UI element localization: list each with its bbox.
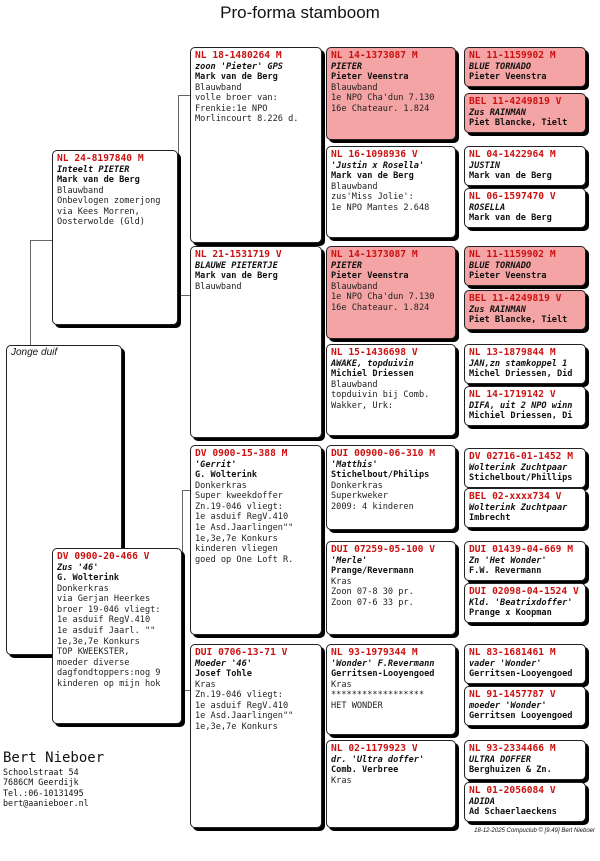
ring-number: DUI 02098-04-1524 V (469, 586, 579, 597)
pigeon-name: Wolterink Zuchtpaar (469, 462, 568, 473)
pigeon-name: DIFA, uit 2 NPO winn (469, 400, 573, 411)
note: Zn.19-046 vliegt: (195, 690, 283, 701)
note: 2009: 4 kinderen (331, 501, 414, 512)
ring-number: NL 11-1159902 M (469, 249, 556, 260)
pigeon-name: BLUE TORNADO (469, 61, 532, 72)
color: Kras (331, 576, 352, 587)
pigeon-name: Zus RAINMAN (469, 304, 526, 315)
ring-number: BEL 02-xxxx734 V (469, 491, 562, 502)
note: via Kees Morren, (57, 206, 140, 217)
ring-number: BEL 11-4249819 V (469, 96, 562, 107)
note: via Gerjan Heerkes (57, 594, 151, 605)
breeder: Pieter Veenstra (469, 72, 547, 83)
grandparent-card[interactable] (190, 47, 322, 243)
ring-number: NL 14-1373087 M (331, 50, 418, 61)
ancestor-card[interactable] (464, 146, 586, 186)
ancestor-card[interactable] (464, 47, 586, 87)
breeder: Mark van de Berg (469, 171, 552, 182)
note: 1e NPO Cha'dun 7.130 (331, 93, 435, 104)
note: dagfondtoppers:nog 9 (57, 668, 161, 679)
note: Zoon 07-6 33 pr. (331, 597, 414, 608)
note: 1e,3e,7e Konkurs (195, 722, 278, 733)
parent-card-sire[interactable] (52, 150, 178, 325)
ring-number: NL 15-1436698 V (331, 347, 418, 358)
breeder: G. Wolterink (195, 470, 258, 481)
ring-number: NL 14-1719142 V (469, 389, 556, 400)
note: Wakker, Urk: (331, 400, 394, 411)
pigeon-name: 'Gerrit' (195, 459, 237, 470)
note: 1e Asd.Jaarlingen"" (195, 711, 294, 722)
owner-email: bert@aanieboer.nl (3, 798, 89, 809)
ring-number: BEL 11-4249819 V (469, 293, 562, 304)
note: 1e,3e,7e Konkurs (57, 636, 140, 647)
breeder: Mark van de Berg (331, 171, 414, 182)
great-grandparent-card[interactable] (326, 146, 456, 238)
ring-number: DUI 0706-13-71 V (195, 647, 288, 658)
breeder: Gerritsen Looyengoed (469, 711, 573, 722)
note: ****************** (331, 690, 425, 701)
ancestor-card[interactable] (464, 290, 586, 330)
breeder: Michiel Driessen, Di (469, 411, 573, 422)
note: 1e Asd.Jaarlingen"" (195, 523, 294, 534)
pigeon-name: zoon 'Pieter' GPS (195, 61, 283, 72)
connector-line (30, 240, 52, 241)
note: Super kweekdoffer (195, 491, 283, 502)
breeder: Pieter Veenstra (469, 271, 547, 282)
breeder: Prange/Revermann (331, 566, 414, 577)
connector-line (182, 690, 190, 691)
breeder: Michel Driessen, Did (469, 369, 573, 380)
great-grandparent-card[interactable] (326, 644, 456, 735)
note: 1e NPO Mantes 2.648 (331, 202, 430, 213)
pigeon-name: Wolterink Zuchtpaar (469, 502, 568, 513)
pigeon-name: 'Merle' (331, 555, 368, 566)
color: Donkerkras (331, 480, 383, 491)
great-grandparent-card[interactable] (326, 344, 456, 436)
note: HET WONDER (331, 700, 383, 711)
owner-city: 7686CM Geerdijk (3, 777, 79, 788)
ancestor-card[interactable] (464, 782, 586, 822)
pigeon-name: 'Wonder' F.Revermann (331, 658, 435, 669)
pigeon-name: Kld. 'Beatrixdoffer' (469, 597, 573, 608)
pigeon-name: Zn 'Het Wonder' (469, 555, 547, 566)
color: Blauwband (331, 281, 378, 292)
color: Blauwband (331, 181, 378, 192)
pigeon-name: dr. 'Ultra doffer' (331, 754, 425, 765)
ancestor-card[interactable] (464, 686, 586, 726)
ring-number: NL 21-1531719 V (195, 249, 282, 260)
note: goed op One Loft R. (195, 554, 294, 565)
note: moeder diverse (57, 657, 130, 668)
owner-address: Schoolstraat 54 (3, 767, 79, 777)
pigeon-name: PIETER (331, 61, 363, 72)
pigeon-name: ROSELLA (469, 202, 506, 213)
ancestor-card[interactable] (464, 488, 586, 528)
breeder: Stichelbout/Phillips (469, 473, 573, 484)
ring-number: NL 13-1879844 M (469, 347, 556, 358)
pigeon-name: PIETER (331, 260, 363, 271)
great-grandparent-card[interactable] (326, 246, 456, 339)
owner-phone: Tel.:06-10131495 (3, 787, 84, 798)
pigeon-name: ULTRA DOFFER (469, 754, 532, 765)
note: 16e Chateaur. 1.824 (331, 302, 430, 313)
ring-number: NL 14-1373087 M (331, 249, 418, 260)
breeder: Mark van de Berg (57, 175, 140, 186)
pigeon-name: BLAUWE PIETERTJE (195, 260, 278, 271)
grandparent-card[interactable] (190, 445, 322, 635)
ring-number: DV 02716-01-1452 M (469, 451, 573, 462)
footer-credit: 18-12-2025 Compuclub © [9.49] Bert Nieboer (474, 828, 595, 834)
ring-number: NL 11-1159902 M (469, 50, 556, 61)
pigeon-name: 'Matthis' (331, 459, 378, 470)
ancestor-card[interactable] (464, 740, 586, 780)
color: Kras (331, 679, 352, 690)
color: Kras (195, 679, 216, 690)
connector-dam (182, 490, 183, 690)
ring-number: NL 18-1480264 M (195, 50, 282, 61)
color: Blauwband (331, 379, 378, 390)
note: zus'Miss Jolie': (331, 192, 414, 203)
ring-number: NL 91-1457787 V (469, 689, 556, 700)
ancestor-card[interactable] (464, 583, 586, 623)
page-title: Pro-forma stamboom (220, 3, 380, 22)
color: Donkerkras (57, 583, 109, 594)
note: 1e,3e,7e Konkurs (195, 533, 278, 544)
breeder: Pieter Veenstra (331, 271, 409, 282)
ancestor-card[interactable] (464, 386, 586, 426)
breeder: Comb. Verbree (331, 765, 399, 776)
breeder: F.W. Revermann (469, 566, 542, 577)
ancestor-card[interactable] (464, 188, 586, 228)
owner-info (3, 750, 183, 809)
note: broer 19-046 vliegt: (57, 604, 161, 615)
breeder: Ad Schaerlaeckens (469, 807, 557, 818)
pigeon-name: vader 'Wonder' (469, 658, 542, 669)
pigeon-name: JAN,zn stamkoppel 1 (469, 358, 568, 369)
connector-line (182, 490, 190, 491)
pigeon-name: 'Justin x Rosella' (331, 160, 425, 171)
great-grandparent-card[interactable] (326, 445, 456, 530)
breeder: Mark van de Berg (195, 72, 278, 83)
note: 1e NPO Cha'dun 7.130 (331, 292, 435, 303)
note: volle broer van: (195, 93, 278, 104)
breeder: Prange x Koopman (469, 608, 552, 619)
pigeon-name: JUSTIN (469, 160, 501, 171)
ring-number: DV 0900-15-388 M (195, 448, 288, 459)
pigeon-name: moeder 'Wonder' (469, 700, 547, 711)
pigeon-name: Moeder '46' (195, 658, 252, 669)
note: 1e asduif RegV.410 (195, 700, 289, 711)
ring-number: DUI 01439-04-669 M (469, 544, 573, 555)
pigeon-name: BLUE TORNADO (469, 260, 532, 271)
ancestor-card[interactable] (464, 93, 586, 133)
owner-name: Bert Nieboer (3, 750, 105, 766)
grandparent-card[interactable] (190, 246, 322, 438)
ring-number: NL 04-1422964 M (469, 149, 556, 160)
breeder: Stichelbout/Philips (331, 470, 430, 481)
note: Morlincourt 8.226 d. (195, 114, 299, 125)
ancestor-card[interactable] (464, 644, 586, 684)
breeder: Mark van de Berg (195, 271, 278, 282)
note: topduivin bij Comb. (331, 390, 430, 401)
breeder: Imbrecht (469, 513, 511, 524)
ring-number: NL 02-1179923 V (331, 743, 418, 754)
breeder: Gerritsen-Looyengoed (331, 669, 435, 680)
pigeon-name: Inteelt PIETER (57, 164, 130, 175)
breeder: Michiel Driessen (331, 369, 414, 380)
pigeon-name: ADIDA (469, 796, 495, 807)
ancestor-card[interactable] (464, 246, 586, 286)
ring-number: NL 24-8197840 M (57, 153, 144, 164)
parent-card-dam[interactable] (52, 548, 182, 724)
color: Donkerkras (195, 480, 247, 491)
great-grandparent-card[interactable] (326, 541, 456, 635)
ring-number: NL 01-2056084 V (469, 785, 556, 796)
subject-label: Jonge duif (11, 347, 58, 358)
note: 16e Chateaur. 1.824 (331, 103, 430, 114)
color: Blauwband (195, 281, 242, 292)
connector-sire (178, 95, 179, 295)
note: Zn.19-046 vliegt: (195, 501, 283, 512)
note: TOP KWEEKSTER, (57, 647, 130, 658)
ring-number: NL 06-1597470 V (469, 191, 556, 202)
ring-number: DUI 07259-05-100 V (331, 544, 435, 555)
color: Blauwband (195, 82, 242, 93)
ring-number: DV 0900-20-466 V (57, 551, 150, 562)
connector-line (178, 95, 190, 96)
note: Zoon 07-8 30 pr. (331, 587, 414, 598)
ring-number: NL 83-1681461 M (469, 647, 556, 658)
ring-number: NL 93-2334466 M (469, 743, 556, 754)
ancestor-card[interactable] (464, 448, 586, 488)
ancestor-card[interactable] (464, 541, 586, 581)
note: kinderen op mijn hok (57, 679, 161, 690)
note: Frenkie:1e NPO (195, 103, 268, 114)
pigeon-name: AWAKE, topduivin (331, 358, 414, 369)
breeder: Piet Blancke, Tielt (469, 118, 568, 129)
breeder: Josef Tohle (195, 669, 252, 680)
note: 1e asduif RegV.410 (57, 615, 151, 626)
note: Superkweker (331, 491, 388, 502)
pigeon-name: Zus '46' (57, 562, 99, 573)
note: Onbevlogen zomerjong (57, 196, 161, 207)
note: Oosterwolde (Gld) (57, 217, 145, 228)
ring-number: NL 93-1979344 M (331, 647, 418, 658)
color: Blauwband (331, 82, 378, 93)
ancestor-card[interactable] (464, 344, 586, 384)
breeder: Piet Blancke, Tielt (469, 315, 568, 326)
pigeon-name: Zus RAINMAN (469, 107, 526, 118)
color: Blauwband (57, 185, 104, 196)
breeder: Berghuizen & Zn. (469, 765, 552, 776)
note: kinderen vliegen (195, 544, 278, 555)
breeder: Pieter Veenstra (331, 72, 409, 83)
note: 1e asduif RegV.410 (195, 512, 289, 523)
ring-number: DUI 00900-06-310 M (331, 448, 435, 459)
breeder: Gerritsen-Looyengoed (469, 669, 573, 680)
connector-line (178, 295, 190, 296)
breeder: Mark van de Berg (469, 213, 552, 224)
great-grandparent-card[interactable] (326, 47, 456, 140)
ring-number: NL 16-1098936 V (331, 149, 418, 160)
color: Kras (331, 775, 352, 786)
breeder: G. Wolterink (57, 573, 120, 584)
grandparent-card[interactable] (190, 644, 322, 828)
note: 1e asduif Jaarl. "" (57, 626, 156, 637)
great-grandparent-card[interactable] (326, 740, 456, 828)
